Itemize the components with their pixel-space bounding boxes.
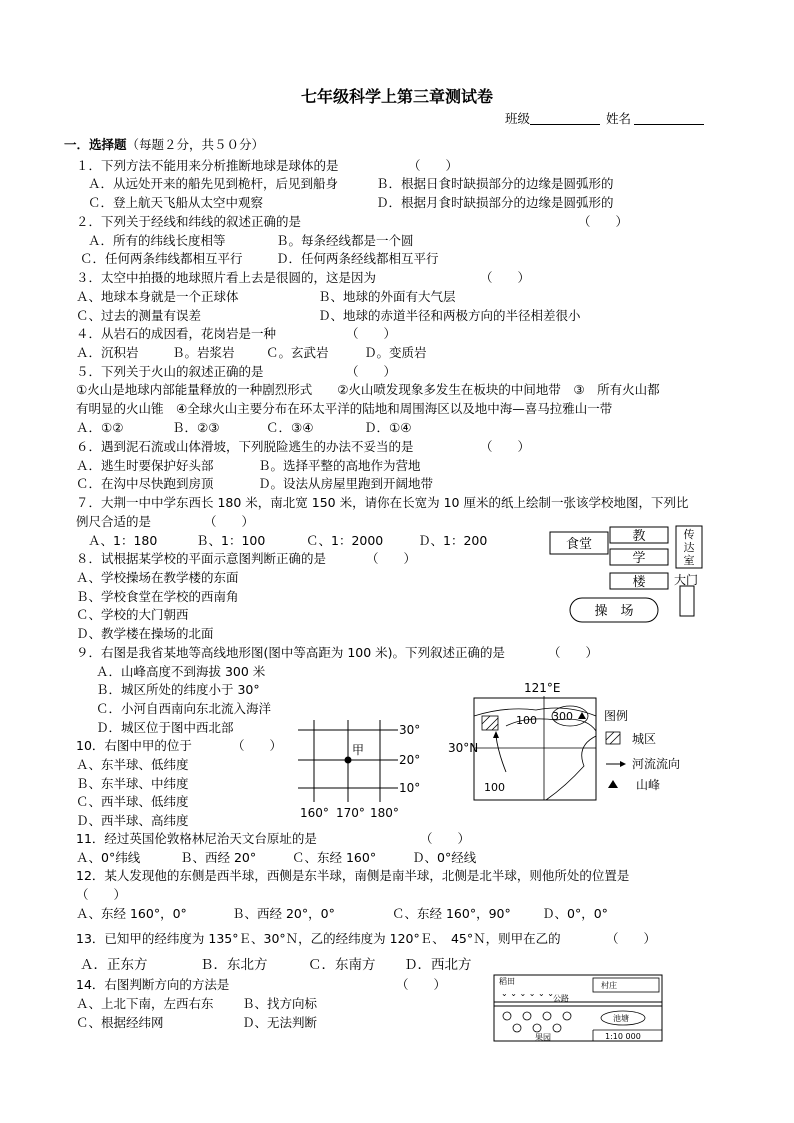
q5-option-a[interactable]: Ａ．①② <box>76 420 124 435</box>
pond-label: 池塘 <box>613 1014 629 1023</box>
q3-option-d[interactable]: Ｄ、地球的赤道半径和两极方向的半径相差很小 <box>318 308 581 323</box>
q14-option-a[interactable]: Ａ、上北下南，左西右东 <box>76 996 214 1011</box>
guard-room-label-2: 达 <box>683 541 695 554</box>
q10-option-a[interactable]: Ａ、东半球、低纬度 <box>76 757 189 772</box>
q2-option-d[interactable]: Ｄ．任何两条经线都相互平行 <box>276 251 439 266</box>
q11-blank[interactable]: （ ） <box>420 831 471 846</box>
paddy-pattern: ⌄ ⌄ ⌄ ⌄ ⌄ ⌄ <box>501 989 554 998</box>
q6-option-d[interactable]: Ｄ。设法从房屋里跑到开阔地带 <box>258 476 434 491</box>
legend-peak-icon <box>608 780 618 788</box>
teaching-building-label-3: 楼 <box>632 575 646 590</box>
q11-stem: 11．经过英国伦敦格林尼治天文台原址的是 <box>76 831 317 846</box>
grid-lat-30-label: 30° <box>399 723 421 737</box>
city-hatch-1 <box>482 716 490 724</box>
legend-city-hatch-2 <box>610 734 620 744</box>
grid-lon-180-label: 180° <box>370 806 399 820</box>
peak-triangle-icon <box>578 712 586 719</box>
gate-box <box>680 586 694 616</box>
road-label: 公路 <box>553 994 569 1003</box>
contour-longitude-label: 121°E <box>524 681 561 695</box>
q3-blank[interactable]: （ ） <box>480 270 531 285</box>
q6-stem: ６．遇到泥石流或山体滑坡，下列脱险逃生的办法不妥当的是 <box>76 439 414 454</box>
coastline <box>546 736 596 800</box>
q7-blank[interactable]: （ ） <box>204 514 255 529</box>
q4-option-a[interactable]: Ａ．沉积岩 <box>76 345 139 360</box>
legend-title: 图例 <box>604 709 629 723</box>
q11-option-d[interactable]: Ｄ、0°经线 <box>412 850 477 865</box>
q6-option-c[interactable]: Ｃ．在沟中尽快跑到房顶 <box>76 476 214 491</box>
q3-option-a[interactable]: Ａ、地球本身就是一个正球体 <box>76 289 239 304</box>
q1-stem: １．下列方法不能用来分析推断地球是球体的是 <box>76 158 339 173</box>
q8-blank[interactable]: （ ） <box>366 551 417 566</box>
teaching-building-label-1: 教 <box>632 529 646 544</box>
q1-option-d[interactable]: Ｄ．根据月食时缺损部分的边缘是圆弧形的 <box>376 195 614 210</box>
q5-statement-line2: 有明显的火山锥 ④全球火山主要分布在环太平洋的陆地和周围海区以及地中海—喜马拉雅山一带 <box>76 401 613 416</box>
q11-option-b[interactable]: Ｂ、西经 20° <box>180 850 257 865</box>
q5-stem: ５．下列关于火山的叙述正确的是 <box>76 364 264 379</box>
q5-blank[interactable]: （ ） <box>346 364 397 379</box>
q5-statement-line1: ①火山是地球内部能量释放的一种剧烈形式 ②火山喷发现象多发生在板块的中间地带 ③ 所有火山都 <box>76 382 660 397</box>
section-note: （每题２分，共５０分） <box>126 137 265 152</box>
q7-option-a[interactable]: Ａ、1：180 <box>88 533 158 548</box>
q2-blank[interactable]: （ ） <box>578 214 629 229</box>
orchard-tree-4 <box>563 1012 571 1020</box>
lat-lon-grid-map <box>294 716 421 822</box>
q9-option-b[interactable]: Ｂ．城区所处的纬度小于 30° <box>96 682 260 697</box>
section-label: 一．选择题 <box>64 137 127 152</box>
page-title: 七年级科学上第三章测试卷 <box>300 87 493 106</box>
playground-label: 操 场 <box>594 604 634 619</box>
canteen-label: 食堂 <box>565 537 593 552</box>
farm-map <box>493 974 665 1044</box>
q7-option-d[interactable]: Ｄ、1：200 <box>418 533 488 548</box>
q7-option-b[interactable]: Ｂ、1：100 <box>196 533 266 548</box>
q12-blank[interactable]: （ ） <box>76 887 127 902</box>
grid-lon-160-label: 160° <box>300 806 329 820</box>
q12-option-c[interactable]: Ｃ、东经 160°，90° <box>392 906 511 921</box>
q5-option-c[interactable]: Ｃ．③④ <box>266 420 314 435</box>
guard-room-label-1: 传 <box>683 528 695 541</box>
name-blank[interactable] <box>634 124 704 125</box>
legend-river-arrow-icon <box>620 761 626 767</box>
contour-300: 300 <box>552 710 573 723</box>
grid-lat-20-label: 20° <box>399 753 421 767</box>
q10-option-c[interactable]: Ｃ、西半球、低纬度 <box>76 794 189 809</box>
q13-blank[interactable]: （ ） <box>606 931 657 946</box>
q2-option-c[interactable]: Ｃ．任何两条纬线都相互平行 <box>80 251 243 266</box>
q12-option-d[interactable]: Ｄ、0°，0° <box>542 906 608 921</box>
q1-option-b[interactable]: Ｂ．根据日食时缺损部分的边缘是圆弧形的 <box>376 176 614 191</box>
q3-option-b[interactable]: Ｂ、地球的外面有大气层 <box>318 289 456 304</box>
orchard-tree-1 <box>503 1012 511 1020</box>
q10-option-d[interactable]: Ｄ、西半球、高纬度 <box>76 813 189 828</box>
legend-city-hatch-1 <box>606 732 614 740</box>
q9-option-d[interactable]: Ｄ．城区位于图中西北部 <box>96 720 234 735</box>
legend-peak-label: 山峰 <box>636 778 661 792</box>
q8-stem: ８．试根据某学校的平面示意图判断正确的是 <box>76 551 327 566</box>
contour-map <box>446 676 716 806</box>
q14-blank[interactable]: （ ） <box>396 977 447 992</box>
q6-option-a[interactable]: Ａ．逃生时要保护好头部 <box>76 458 214 473</box>
q13-option-b[interactable]: Ｂ．东北方 <box>200 957 268 973</box>
grid-lon-170-label: 170° <box>336 806 365 820</box>
q8-option-a[interactable]: Ａ、学校操场在教学楼的东面 <box>76 570 239 585</box>
class-blank[interactable] <box>530 124 600 125</box>
q6-blank[interactable]: （ ） <box>480 439 531 454</box>
legend-city-label: 城区 <box>632 732 657 746</box>
q1-option-a[interactable]: Ａ．从远处开来的船先见到桅杆，后见到船身 <box>88 176 339 191</box>
q2-option-b[interactable]: Ｂ。每条经线都是一个圆 <box>276 233 414 248</box>
orchard-tree-2 <box>523 1012 531 1020</box>
teaching-building-label-2: 学 <box>632 551 646 566</box>
q4-option-c[interactable]: Ｃ。玄武岩 <box>266 345 329 360</box>
gate-label: 大门 <box>674 573 699 587</box>
orchard-label: 果园 <box>535 1033 551 1042</box>
name-label: 姓名 <box>606 111 632 126</box>
paddy-label: 稻田 <box>499 977 515 986</box>
q1-option-c[interactable]: Ｃ．登上航天飞船从太空中观察 <box>88 195 264 210</box>
q8-option-d[interactable]: Ｄ、教学楼在操场的北面 <box>76 626 214 641</box>
class-label: 班级 <box>505 111 531 126</box>
point-jia-label: 甲 <box>352 743 365 757</box>
q13-option-d[interactable]: Ｄ．西北方 <box>404 957 472 973</box>
q4-stem: ４．从岩石的成因看，花岗岩是一种 <box>76 326 277 341</box>
q1-blank[interactable]: （ ） <box>408 158 459 173</box>
q9-stem: ９．右图是我省某地等高线地形图(图中等高距为 100 米)。下列叙述正确的是 <box>76 645 506 660</box>
q14-option-c[interactable]: Ｃ、根据经纬网 <box>76 1015 164 1030</box>
contour-100-top: 100 <box>516 714 537 727</box>
q14-stem: 14．右图判断方向的方法是 <box>76 977 230 992</box>
q13-option-c[interactable]: Ｃ．东南方 <box>308 957 376 973</box>
q12-option-a[interactable]: Ａ、东经 160°，0° <box>76 906 187 921</box>
section-heading <box>64 137 264 153</box>
q14-option-b[interactable]: Ｂ、找方向标 <box>242 996 318 1011</box>
q10-option-b[interactable]: Ｂ、东半球、中纬度 <box>76 776 189 791</box>
q2-option-a[interactable]: Ａ．所有的纬线长度相等 <box>88 233 226 248</box>
contour-latitude-label: 30°N <box>448 741 479 755</box>
q12-stem: 12．某人发现他的东侧是西半球，西侧是东半球，南侧是南半球，北侧是北半球，则他所处的位置是 <box>76 868 630 883</box>
scale-label: 1:10 000 <box>605 1032 641 1041</box>
q7-stem: ７．大荆一中中学东西长 180 米，南北宽 150 米，请你在长宽为 10 厘米的纸上绘制一张该学校地图，下列比 <box>76 495 689 510</box>
q4-option-d[interactable]: Ｄ。变质岩 <box>364 345 427 360</box>
q4-blank[interactable]: （ ） <box>346 326 397 341</box>
q10-stem: 10．右图中甲的位于 <box>76 738 192 753</box>
q11-option-c[interactable]: Ｃ、东经 160° <box>292 850 377 865</box>
grid-lat-10-label: 10° <box>399 781 421 795</box>
q13-option-a[interactable]: Ａ．正东方 <box>80 957 148 973</box>
q14-option-d[interactable]: Ｄ、无法判断 <box>242 1015 318 1030</box>
q13-stem: 13．已知甲的经纬度为 135°Ｅ、30°Ｎ，乙的经纬度为 120°Ｅ、 45°Ｎ，则甲在乙的 <box>76 931 561 946</box>
orchard-tree-6 <box>533 1024 541 1032</box>
q9-option-a[interactable]: Ａ．山峰高度不到海拔 300 米 <box>96 664 266 679</box>
q5-option-d[interactable]: Ｄ．①④ <box>364 420 412 435</box>
contour-100-bottom: 100 <box>484 781 505 794</box>
city-area <box>482 716 498 730</box>
orchard-tree-3 <box>543 1012 551 1020</box>
q5-option-b[interactable]: Ｂ．②③ <box>172 420 220 435</box>
q10-blank[interactable]: （ ） <box>232 738 283 753</box>
q3-stem: ３．太空中拍摄的地球照片看上去是很圆的，这是因为 <box>76 270 377 285</box>
river-arrow-icon <box>493 731 499 738</box>
q8-option-c[interactable]: Ｃ、学校的大门朝西 <box>76 607 189 622</box>
school-plan-map <box>548 524 708 628</box>
q4-option-b[interactable]: Ｂ。岩浆岩 <box>172 345 235 360</box>
city-hatch-2 <box>486 718 498 730</box>
village-label: 村庄 <box>601 981 617 990</box>
orchard-tree-5 <box>513 1024 521 1032</box>
q8-option-b[interactable]: Ｂ、学校食堂在学校的西南角 <box>76 589 239 604</box>
q6-option-b[interactable]: Ｂ。选择平整的高地作为营地 <box>258 458 421 473</box>
q9-option-c[interactable]: Ｃ．小河自西南向东北流入海洋 <box>96 701 272 716</box>
orchard-tree-7 <box>553 1024 561 1032</box>
q12-option-b[interactable]: Ｂ、西经 20°，0° <box>232 906 335 921</box>
q11-option-a[interactable]: Ａ、0°纬线 <box>76 850 141 865</box>
q3-option-c[interactable]: Ｃ、过去的测量有误差 <box>76 308 202 323</box>
point-jia <box>345 757 352 764</box>
river <box>496 736 506 772</box>
guard-room-label-3: 室 <box>683 554 695 567</box>
q7-stem-cont: 例尺合适的是 <box>76 514 152 529</box>
q9-blank[interactable]: （ ） <box>548 645 599 660</box>
city-hatch-3 <box>492 724 498 730</box>
q7-option-c[interactable]: Ｃ、1：2000 <box>306 533 384 548</box>
legend-river-label: 河流流向 <box>632 757 681 771</box>
q2-stem: ２．下列关于经线和纬线的叙述正确的是 <box>76 214 302 229</box>
